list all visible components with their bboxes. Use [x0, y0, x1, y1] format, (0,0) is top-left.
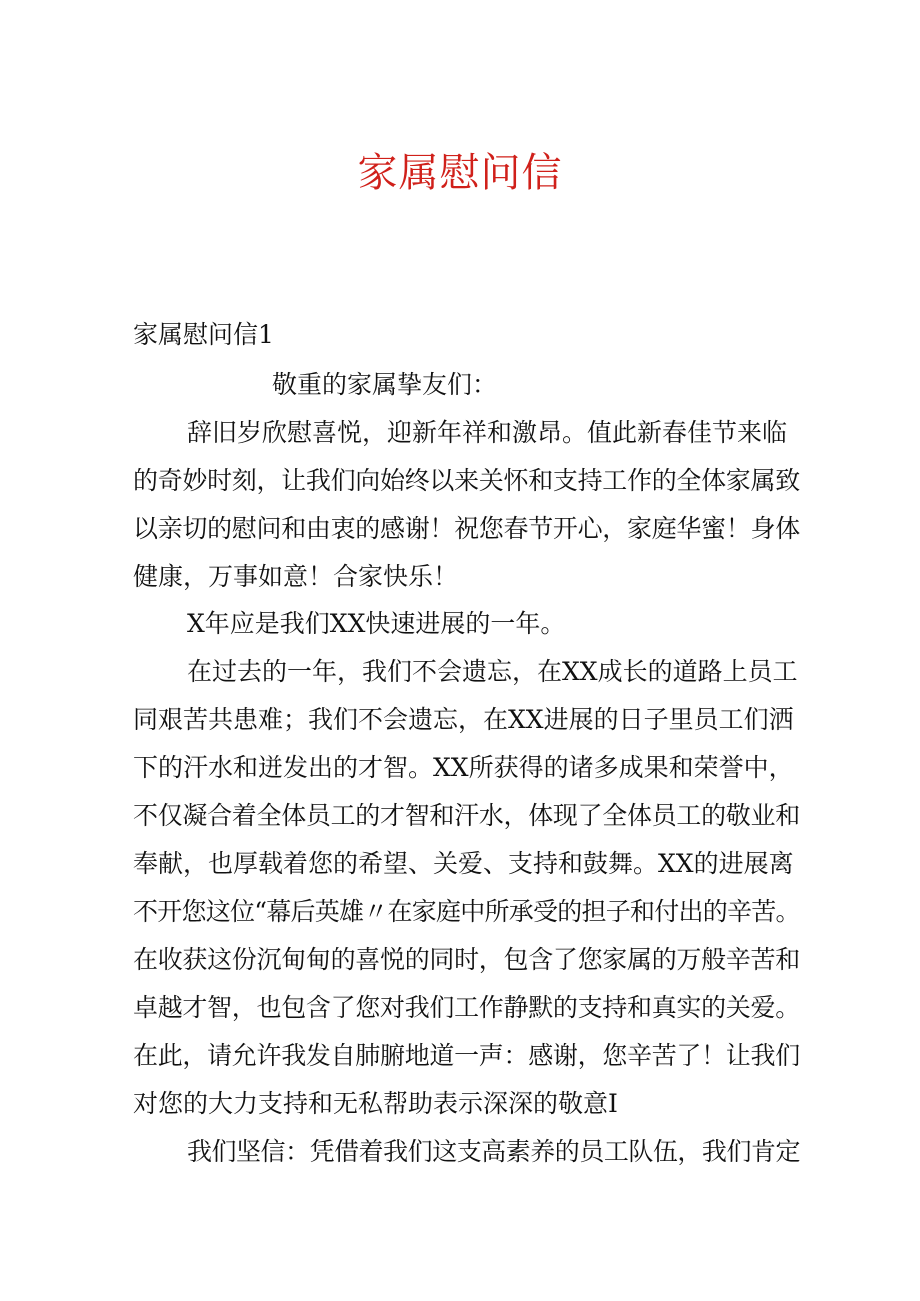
body-line: 同艰苦共患难；我们不会遗忘，在XX进展的日子里员工们洒 — [133, 705, 794, 734]
body-line: 奉献，也厚载着您的希望、关爱、支持和鼓舞。XX的进展离 — [133, 849, 794, 878]
body-line: 卓越才智，也包含了您对我们工作静默的支持和真实的关爱。 — [133, 993, 800, 1022]
body-line: 健康，万事如意！合家快乐！ — [133, 562, 459, 591]
body-line: 在收获这份沉甸甸的喜悦的同时，包含了您家属的万般辛苦和 — [133, 945, 800, 974]
body-line: 不仅凝合着全体员工的才智和汗水，体现了全体员工的敬业和 — [133, 801, 800, 830]
body-line: 在过去的一年，我们不会遗忘，在XX成长的道路上员工 — [187, 657, 798, 686]
body-line: 以亲切的慰问和由衷的感谢！祝您春节开心，家庭华蜜！身体 — [133, 514, 800, 543]
body-line: 辞旧岁欣慰喜悦，迎新年祥和激昂。值此新春佳节来临 — [187, 418, 788, 447]
salutation: 敬重的家属挚友们： — [272, 370, 498, 399]
body-line: 不开您这位“幕后英雄〃在家庭中所承受的担子和付出的辛苦。 — [133, 897, 800, 926]
document-title: 家属慰问信 — [357, 150, 563, 196]
body-line: 在此，请允许我发自肺腑地道一声：感谢，您辛苦了！让我们 — [133, 1041, 800, 1070]
body-line: X年应是我们XX快速进展的一年。 — [187, 609, 566, 638]
body-line: 下的汗水和迸发出的才智。XX所获得的诸多成果和荣誉中， — [133, 753, 794, 782]
body-line: 我们坚信：凭借着我们这支高素养的员工队伍，我们肯定 — [187, 1137, 801, 1166]
letter-heading: 家属慰问信1 — [133, 320, 274, 349]
body-line: 对您的大力支持和无私帮助表示深深的敬意I — [133, 1089, 618, 1118]
body-line: 的奇妙时刻，让我们向始终以来关怀和支持工作的全体家属致 — [133, 466, 800, 495]
